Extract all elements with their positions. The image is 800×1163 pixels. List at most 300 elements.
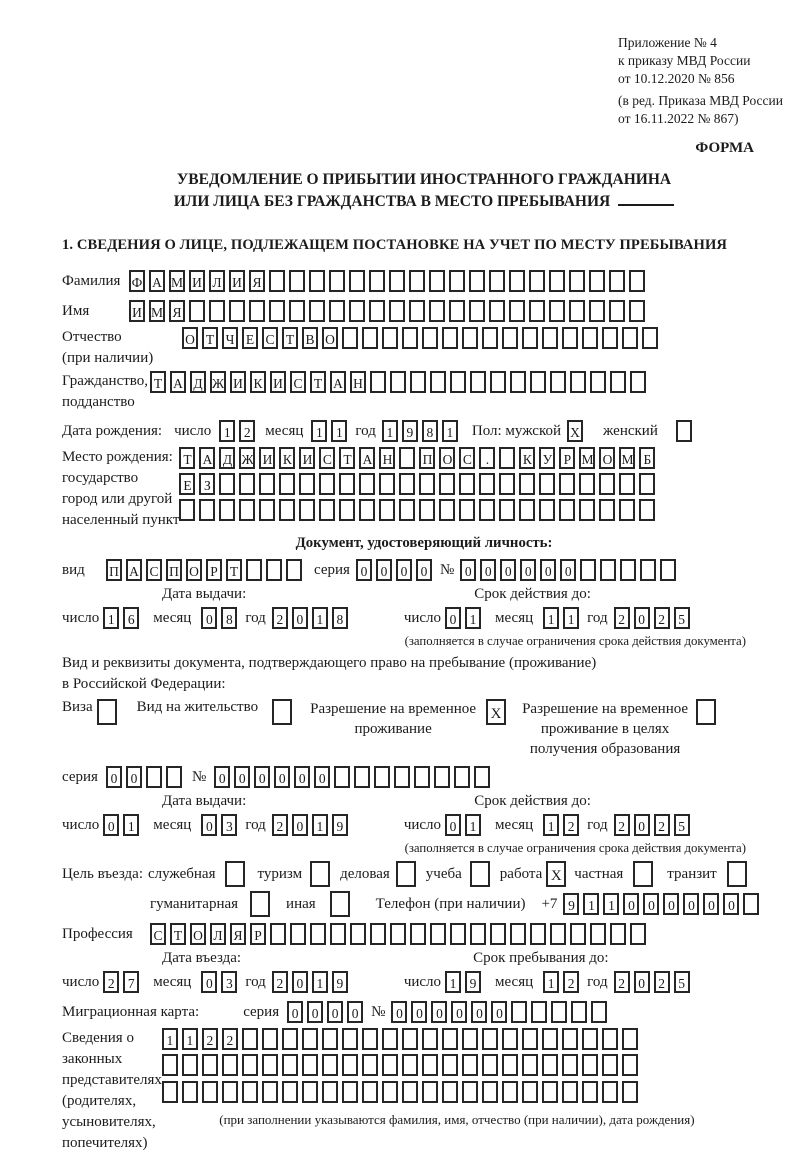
- migration-card-series-input[interactable]: [287, 1001, 367, 1023]
- char-cell[interactable]: [199, 499, 215, 521]
- char-cell[interactable]: [146, 766, 162, 788]
- char-cell[interactable]: [582, 1028, 598, 1050]
- char-cell[interactable]: [482, 1054, 498, 1076]
- char-cell[interactable]: [479, 473, 495, 495]
- id-valid-day-input[interactable]: [445, 607, 485, 629]
- char-cell[interactable]: [309, 270, 325, 292]
- char-cell[interactable]: 1: [311, 420, 327, 442]
- char-cell[interactable]: [442, 1054, 458, 1076]
- char-cell[interactable]: [242, 1081, 258, 1103]
- char-cell[interactable]: [479, 499, 495, 521]
- char-cell[interactable]: [219, 499, 235, 521]
- char-cell[interactable]: [262, 1054, 278, 1076]
- char-cell[interactable]: [382, 1028, 398, 1050]
- char-cell[interactable]: Р: [206, 559, 222, 581]
- char-cell[interactable]: [162, 1081, 178, 1103]
- char-cell[interactable]: 8: [221, 607, 237, 629]
- char-cell[interactable]: [502, 1081, 518, 1103]
- char-cell[interactable]: [402, 1054, 418, 1076]
- char-cell[interactable]: О: [190, 923, 206, 945]
- char-cell[interactable]: [429, 300, 445, 322]
- char-cell[interactable]: 0: [307, 1001, 323, 1023]
- char-cell[interactable]: [322, 1054, 338, 1076]
- char-cell[interactable]: [362, 327, 378, 349]
- char-cell[interactable]: А: [330, 371, 346, 393]
- char-cell[interactable]: [459, 499, 475, 521]
- char-cell[interactable]: [382, 1081, 398, 1103]
- char-cell[interactable]: [579, 499, 595, 521]
- char-cell[interactable]: [219, 473, 235, 495]
- char-cell[interactable]: [499, 473, 515, 495]
- char-cell[interactable]: [590, 371, 606, 393]
- char-cell[interactable]: [542, 1054, 558, 1076]
- char-cell[interactable]: 0: [683, 893, 699, 915]
- char-cell[interactable]: Б: [639, 447, 655, 469]
- char-cell[interactable]: И: [129, 300, 145, 322]
- char-cell[interactable]: М: [149, 300, 165, 322]
- char-cell[interactable]: 1: [162, 1028, 178, 1050]
- char-cell[interactable]: 0: [416, 559, 432, 581]
- char-cell[interactable]: [570, 371, 586, 393]
- char-cell[interactable]: 0: [500, 559, 516, 581]
- char-cell[interactable]: 2: [222, 1028, 238, 1050]
- char-cell[interactable]: [410, 923, 426, 945]
- char-cell[interactable]: [399, 447, 415, 469]
- char-cell[interactable]: [394, 766, 410, 788]
- char-cell[interactable]: [182, 1054, 198, 1076]
- char-cell[interactable]: [462, 1081, 478, 1103]
- char-cell[interactable]: [222, 1081, 238, 1103]
- doc-kind-input[interactable]: [106, 559, 306, 581]
- char-cell[interactable]: [239, 473, 255, 495]
- char-cell[interactable]: [399, 473, 415, 495]
- char-cell[interactable]: [349, 270, 365, 292]
- char-cell[interactable]: [354, 766, 370, 788]
- char-cell[interactable]: [622, 1081, 638, 1103]
- char-cell[interactable]: [539, 499, 555, 521]
- char-cell[interactable]: [602, 1028, 618, 1050]
- birth-year-input[interactable]: [382, 420, 462, 442]
- temp-permit-checkbox[interactable]: [486, 699, 510, 725]
- char-cell[interactable]: 0: [292, 971, 308, 993]
- char-cell[interactable]: [442, 327, 458, 349]
- char-cell[interactable]: 0: [292, 814, 308, 836]
- char-cell[interactable]: [302, 1081, 318, 1103]
- birth-month-input[interactable]: [311, 420, 351, 442]
- char-cell[interactable]: [629, 300, 645, 322]
- char-cell[interactable]: [610, 923, 626, 945]
- char-cell[interactable]: [282, 1028, 298, 1050]
- char-cell[interactable]: [571, 1001, 587, 1023]
- char-cell[interactable]: 1: [382, 420, 398, 442]
- char-cell[interactable]: 2: [654, 814, 670, 836]
- char-cell[interactable]: [286, 559, 302, 581]
- char-cell[interactable]: [522, 1054, 538, 1076]
- char-cell[interactable]: [359, 499, 375, 521]
- char-cell[interactable]: [510, 923, 526, 945]
- char-cell[interactable]: [499, 447, 515, 469]
- char-cell[interactable]: [622, 327, 638, 349]
- char-cell[interactable]: [542, 327, 558, 349]
- char-cell[interactable]: [542, 1081, 558, 1103]
- purpose-other-checkbox[interactable]: [330, 891, 354, 917]
- char-cell[interactable]: Т: [179, 447, 195, 469]
- char-cell[interactable]: [369, 300, 385, 322]
- char-cell[interactable]: 5: [674, 971, 690, 993]
- char-cell[interactable]: [189, 300, 205, 322]
- residence-issue-month-input[interactable]: [201, 814, 241, 836]
- char-cell[interactable]: [600, 559, 616, 581]
- char-cell[interactable]: 9: [465, 971, 481, 993]
- char-cell[interactable]: [696, 699, 716, 725]
- char-cell[interactable]: 2: [614, 814, 630, 836]
- char-cell[interactable]: [242, 1028, 258, 1050]
- char-cell[interactable]: [633, 861, 653, 887]
- char-cell[interactable]: [502, 1028, 518, 1050]
- char-cell[interactable]: 0: [314, 766, 330, 788]
- char-cell[interactable]: [602, 327, 618, 349]
- char-cell[interactable]: Д: [190, 371, 206, 393]
- char-cell[interactable]: [622, 1028, 638, 1050]
- char-cell[interactable]: [630, 371, 646, 393]
- char-cell[interactable]: [562, 1081, 578, 1103]
- char-cell[interactable]: 0: [634, 814, 650, 836]
- char-cell[interactable]: [439, 473, 455, 495]
- purpose-business-checkbox[interactable]: [396, 861, 420, 887]
- char-cell[interactable]: [379, 473, 395, 495]
- visa-checkbox[interactable]: [97, 699, 121, 725]
- char-cell[interactable]: [559, 473, 575, 495]
- char-cell[interactable]: 0: [214, 766, 230, 788]
- char-cell[interactable]: [309, 300, 325, 322]
- char-cell[interactable]: 3: [221, 971, 237, 993]
- char-cell[interactable]: [489, 300, 505, 322]
- char-cell[interactable]: [629, 270, 645, 292]
- char-cell[interactable]: [551, 1001, 567, 1023]
- char-cell[interactable]: [442, 1081, 458, 1103]
- char-cell[interactable]: К: [250, 371, 266, 393]
- char-cell[interactable]: К: [279, 447, 295, 469]
- char-cell[interactable]: [602, 1054, 618, 1076]
- char-cell[interactable]: Т: [226, 559, 242, 581]
- legal-reps-input-row2[interactable]: [162, 1054, 642, 1076]
- char-cell[interactable]: [339, 499, 355, 521]
- char-cell[interactable]: 2: [272, 971, 288, 993]
- char-cell[interactable]: [589, 300, 605, 322]
- char-cell[interactable]: [499, 499, 515, 521]
- char-cell[interactable]: А: [170, 371, 186, 393]
- char-cell[interactable]: [582, 1054, 598, 1076]
- char-cell[interactable]: [490, 371, 506, 393]
- char-cell[interactable]: [290, 923, 306, 945]
- residence-issue-day-input[interactable]: [103, 814, 143, 836]
- char-cell[interactable]: 1: [312, 607, 328, 629]
- char-cell[interactable]: [549, 300, 565, 322]
- char-cell[interactable]: 1: [123, 814, 139, 836]
- char-cell[interactable]: 0: [254, 766, 270, 788]
- char-cell[interactable]: [609, 300, 625, 322]
- char-cell[interactable]: 5: [674, 814, 690, 836]
- char-cell[interactable]: [270, 923, 286, 945]
- char-cell[interactable]: 0: [471, 1001, 487, 1023]
- char-cell[interactable]: Е: [242, 327, 258, 349]
- char-cell[interactable]: [179, 499, 195, 521]
- char-cell[interactable]: [259, 473, 275, 495]
- char-cell[interactable]: Ж: [210, 371, 226, 393]
- char-cell[interactable]: [422, 1028, 438, 1050]
- char-cell[interactable]: [269, 270, 285, 292]
- char-cell[interactable]: Р: [250, 923, 266, 945]
- char-cell[interactable]: [409, 270, 425, 292]
- char-cell[interactable]: [299, 473, 315, 495]
- char-cell[interactable]: И: [270, 371, 286, 393]
- char-cell[interactable]: 2: [272, 814, 288, 836]
- char-cell[interactable]: [639, 473, 655, 495]
- char-cell[interactable]: [450, 923, 466, 945]
- char-cell[interactable]: [229, 300, 245, 322]
- char-cell[interactable]: [591, 1001, 607, 1023]
- char-cell[interactable]: [409, 300, 425, 322]
- char-cell[interactable]: [474, 766, 490, 788]
- entry-year-input[interactable]: [272, 971, 352, 993]
- char-cell[interactable]: [599, 499, 615, 521]
- id-series-input[interactable]: [356, 559, 436, 581]
- char-cell[interactable]: [550, 923, 566, 945]
- char-cell[interactable]: [419, 499, 435, 521]
- char-cell[interactable]: 0: [480, 559, 496, 581]
- char-cell[interactable]: [246, 559, 262, 581]
- char-cell[interactable]: [289, 270, 305, 292]
- char-cell[interactable]: 0: [560, 559, 576, 581]
- char-cell[interactable]: [249, 300, 265, 322]
- char-cell[interactable]: [510, 371, 526, 393]
- legal-reps-input-row1[interactable]: [162, 1028, 642, 1050]
- char-cell[interactable]: [370, 371, 386, 393]
- char-cell[interactable]: [429, 270, 445, 292]
- purpose-humanitarian-checkbox[interactable]: [250, 891, 274, 917]
- char-cell[interactable]: [302, 1054, 318, 1076]
- char-cell[interactable]: 0: [451, 1001, 467, 1023]
- stay-month-input[interactable]: [543, 971, 583, 993]
- char-cell[interactable]: [562, 1028, 578, 1050]
- char-cell[interactable]: [442, 1028, 458, 1050]
- purpose-official-checkbox[interactable]: [225, 861, 249, 887]
- char-cell[interactable]: [379, 499, 395, 521]
- char-cell[interactable]: [522, 1081, 538, 1103]
- char-cell[interactable]: Н: [350, 371, 366, 393]
- char-cell[interactable]: А: [149, 270, 165, 292]
- birth-place-input-row2[interactable]: [179, 473, 659, 495]
- char-cell[interactable]: В: [302, 327, 318, 349]
- char-cell[interactable]: [519, 499, 535, 521]
- char-cell[interactable]: З: [199, 473, 215, 495]
- char-cell[interactable]: [559, 499, 575, 521]
- char-cell[interactable]: О: [182, 327, 198, 349]
- char-cell[interactable]: И: [189, 270, 205, 292]
- char-cell[interactable]: 0: [391, 1001, 407, 1023]
- char-cell[interactable]: [342, 1028, 358, 1050]
- char-cell[interactable]: [279, 473, 295, 495]
- char-cell[interactable]: Я: [230, 923, 246, 945]
- char-cell[interactable]: [370, 923, 386, 945]
- char-cell[interactable]: 8: [422, 420, 438, 442]
- char-cell[interactable]: 1: [182, 1028, 198, 1050]
- char-cell[interactable]: [569, 300, 585, 322]
- id-valid-year-input[interactable]: [614, 607, 694, 629]
- char-cell[interactable]: [511, 1001, 527, 1023]
- char-cell[interactable]: К: [519, 447, 535, 469]
- char-cell[interactable]: [202, 1054, 218, 1076]
- char-cell[interactable]: 2: [614, 971, 630, 993]
- char-cell[interactable]: П: [106, 559, 122, 581]
- residence-valid-year-input[interactable]: [614, 814, 694, 836]
- char-cell[interactable]: И: [230, 371, 246, 393]
- char-cell[interactable]: [529, 270, 545, 292]
- char-cell[interactable]: Т: [202, 327, 218, 349]
- char-cell[interactable]: [369, 270, 385, 292]
- char-cell[interactable]: 1: [543, 607, 559, 629]
- char-cell[interactable]: 9: [332, 971, 348, 993]
- char-cell[interactable]: 9: [332, 814, 348, 836]
- char-cell[interactable]: С: [262, 327, 278, 349]
- char-cell[interactable]: [259, 499, 275, 521]
- char-cell[interactable]: [502, 327, 518, 349]
- char-cell[interactable]: [362, 1054, 378, 1076]
- char-cell[interactable]: [362, 1028, 378, 1050]
- id-number-input[interactable]: [460, 559, 680, 581]
- char-cell[interactable]: 0: [201, 971, 217, 993]
- birth-place-input-row3[interactable]: [179, 499, 659, 521]
- char-cell[interactable]: [250, 891, 270, 917]
- char-cell[interactable]: 0: [287, 1001, 303, 1023]
- char-cell[interactable]: Т: [310, 371, 326, 393]
- char-cell[interactable]: 0: [491, 1001, 507, 1023]
- char-cell[interactable]: 2: [614, 607, 630, 629]
- char-cell[interactable]: 1: [543, 814, 559, 836]
- char-cell[interactable]: [462, 327, 478, 349]
- char-cell[interactable]: [449, 270, 465, 292]
- char-cell[interactable]: [349, 300, 365, 322]
- char-cell[interactable]: [640, 559, 656, 581]
- char-cell[interactable]: 0: [126, 766, 142, 788]
- char-cell[interactable]: [562, 327, 578, 349]
- purpose-study-checkbox[interactable]: [470, 861, 494, 887]
- char-cell[interactable]: 1: [543, 971, 559, 993]
- char-cell[interactable]: Ф: [129, 270, 145, 292]
- char-cell[interactable]: [330, 923, 346, 945]
- char-cell[interactable]: [389, 270, 405, 292]
- char-cell[interactable]: 2: [654, 607, 670, 629]
- char-cell[interactable]: [422, 327, 438, 349]
- residence-valid-day-input[interactable]: [445, 814, 485, 836]
- char-cell[interactable]: [322, 1081, 338, 1103]
- char-cell[interactable]: [582, 1081, 598, 1103]
- char-cell[interactable]: У: [539, 447, 555, 469]
- char-cell[interactable]: П: [166, 559, 182, 581]
- char-cell[interactable]: [402, 327, 418, 349]
- birth-day-input[interactable]: [219, 420, 259, 442]
- char-cell[interactable]: [676, 420, 692, 442]
- char-cell[interactable]: [590, 923, 606, 945]
- char-cell[interactable]: 1: [103, 607, 119, 629]
- char-cell[interactable]: 1: [312, 971, 328, 993]
- char-cell[interactable]: [239, 499, 255, 521]
- char-cell[interactable]: С: [290, 371, 306, 393]
- char-cell[interactable]: [639, 499, 655, 521]
- char-cell[interactable]: [622, 1054, 638, 1076]
- char-cell[interactable]: [743, 893, 759, 915]
- char-cell[interactable]: [182, 1081, 198, 1103]
- char-cell[interactable]: М: [169, 270, 185, 292]
- char-cell[interactable]: 0: [703, 893, 719, 915]
- char-cell[interactable]: [589, 270, 605, 292]
- char-cell[interactable]: 3: [221, 814, 237, 836]
- char-cell[interactable]: [402, 1028, 418, 1050]
- char-cell[interactable]: [289, 300, 305, 322]
- char-cell[interactable]: 0: [106, 766, 122, 788]
- char-cell[interactable]: 2: [272, 607, 288, 629]
- char-cell[interactable]: 7: [123, 971, 139, 993]
- char-cell[interactable]: [539, 473, 555, 495]
- char-cell[interactable]: [399, 499, 415, 521]
- char-cell[interactable]: [414, 766, 430, 788]
- char-cell[interactable]: [529, 300, 545, 322]
- char-cell[interactable]: 0: [540, 559, 556, 581]
- char-cell[interactable]: 2: [563, 814, 579, 836]
- char-cell[interactable]: 0: [411, 1001, 427, 1023]
- char-cell[interactable]: 5: [674, 607, 690, 629]
- char-cell[interactable]: [310, 923, 326, 945]
- id-issue-year-input[interactable]: [272, 607, 352, 629]
- char-cell[interactable]: 0: [234, 766, 250, 788]
- char-cell[interactable]: [434, 766, 450, 788]
- char-cell[interactable]: 0: [723, 893, 739, 915]
- residence-series-input[interactable]: [106, 766, 186, 788]
- char-cell[interactable]: [469, 300, 485, 322]
- char-cell[interactable]: С: [150, 923, 166, 945]
- char-cell[interactable]: М: [619, 447, 635, 469]
- char-cell[interactable]: [599, 473, 615, 495]
- char-cell[interactable]: [342, 1081, 358, 1103]
- char-cell[interactable]: [489, 270, 505, 292]
- char-cell[interactable]: 1: [563, 607, 579, 629]
- char-cell[interactable]: Л: [210, 923, 226, 945]
- char-cell[interactable]: 2: [239, 420, 255, 442]
- char-cell[interactable]: 0: [623, 893, 639, 915]
- char-cell[interactable]: А: [126, 559, 142, 581]
- char-cell[interactable]: [502, 1054, 518, 1076]
- char-cell[interactable]: И: [229, 270, 245, 292]
- char-cell[interactable]: С: [146, 559, 162, 581]
- char-cell[interactable]: [630, 923, 646, 945]
- legal-reps-input-row3[interactable]: [162, 1081, 642, 1103]
- char-cell[interactable]: [282, 1081, 298, 1103]
- char-cell[interactable]: Я: [169, 300, 185, 322]
- surname-input[interactable]: [129, 270, 649, 292]
- char-cell[interactable]: 2: [103, 971, 119, 993]
- char-cell[interactable]: [580, 559, 596, 581]
- char-cell[interactable]: [609, 270, 625, 292]
- char-cell[interactable]: [342, 327, 358, 349]
- char-cell[interactable]: 1: [331, 420, 347, 442]
- char-cell[interactable]: [469, 270, 485, 292]
- char-cell[interactable]: [522, 1028, 538, 1050]
- char-cell[interactable]: [727, 861, 747, 887]
- char-cell[interactable]: [282, 1054, 298, 1076]
- char-cell[interactable]: 0: [445, 607, 461, 629]
- migration-card-number-input[interactable]: [391, 1001, 611, 1023]
- residence-permit-checkbox[interactable]: [272, 699, 296, 725]
